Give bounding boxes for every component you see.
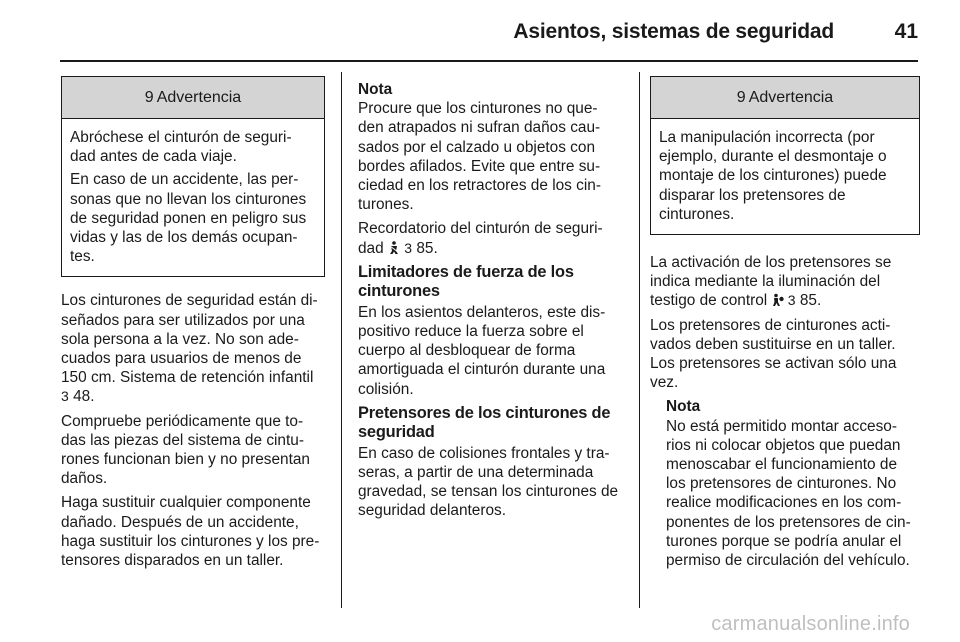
- seatbelt-reminder-icon: [388, 241, 400, 255]
- page-ref-icon: 3: [787, 292, 796, 309]
- paragraph: Los cinturones de seguridad están di-señados para ser utilizados por una sola persona a la vez. No son ade-cuados para usuarios de menos de 150 cm. Sistema de retención infantil 3 48.: [61, 292, 318, 406]
- page-header: [60, 18, 918, 58]
- column-2: [358, 80, 623, 526]
- note-text: No está permitido montar acceso-rios ni colocar objetos que puedan menoscabar el funcionamiento de los pretensores de cinturones. No realice modificaciones en los com-ponentes de los pretensores de cin-turones porque se podría anular el permiso de circulación del vehículo.: [666, 417, 911, 570]
- warning-body: [62, 119, 324, 276]
- column-3: [650, 76, 920, 575]
- warning-header: [651, 77, 919, 119]
- airbag-warning-icon: [772, 293, 784, 307]
- note-title: Nota: [666, 398, 701, 416]
- warning-box: [61, 76, 325, 277]
- paragraph: En los asientos delanteros, este dis-positivo reduce la fuerza sobre el cuerpo al desbloquear de forma amortiguada el cinturón durante una colisión.: [358, 303, 606, 398]
- paragraph: En caso de colisiones frontales y tra-seras, a partir de una determinada gravedad, se tensan los cinturones de seguridad delanteros.: [358, 444, 619, 520]
- warning-text: En caso de un accidente, las per-sonas que no llevan los cinturones de seguridad ponen en peligro sus vidas y las de los demás ocupan-tes.: [70, 171, 307, 266]
- warning-box: [650, 76, 920, 235]
- warning-text: La manipulación incorrecta (por ejemplo, durante el desmontaje o montaje de los cinturones) puede disparar los pretensores de cinturones.: [659, 129, 887, 223]
- note-block: [650, 397, 920, 570]
- column-divider-1: [341, 72, 342, 608]
- note-text: Procure que los cinturones no que-den atrapados ni sufran daños cau-sados por el calzado u objetos con bordes afilados. Evite que entre su-ciedad en los retractores de los cin-turones.: [358, 100, 601, 214]
- paragraph: Los pretensores de cinturones acti-vados deben sustituirse en un taller. Los pretensores se activan sólo una vez.: [650, 316, 897, 392]
- paragraph: La activación de los pretensores se indica mediante la iluminación del testigo de control 3 85.: [650, 254, 892, 310]
- warning-title: Advertencia: [748, 88, 834, 106]
- note-block: [358, 80, 623, 214]
- header-divider: [60, 60, 918, 62]
- note-title: Nota: [358, 81, 393, 98]
- warning-body: [651, 119, 919, 234]
- paragraph: Haga sustituir cualquier componente dañado. Después de un accidente, haga sustituir los cinturones y los pre-tensores disparados en un taller.: [61, 494, 320, 570]
- paragraph: Compruebe periódicamente que to-das las piezas del sistema de cintu-rones funcionan bien y no presentan daños.: [61, 412, 310, 488]
- column-1: [61, 76, 325, 575]
- warning-symbol-icon: 9: [144, 88, 154, 106]
- page-title: Asientos, sistemas de seguridad: [513, 20, 834, 43]
- paragraph: Recordatorio del cinturón de seguri-dad 3 85.: [358, 220, 603, 257]
- page-ref-icon: 3: [61, 388, 69, 405]
- warning-header: [62, 77, 324, 119]
- warning-title: Advertencia: [156, 88, 242, 106]
- page-number: 41: [894, 20, 918, 43]
- section-heading: Pretensores de los cinturones de seguridad: [358, 403, 611, 442]
- warning-symbol-icon: 9: [736, 88, 746, 106]
- section-heading: Limitadores de fuerza de los cinturones: [358, 262, 574, 301]
- page-ref-icon: 3: [404, 239, 413, 256]
- warning-text: Abróchese el cinturón de seguri-dad antes de cada viaje.: [70, 129, 292, 166]
- column-divider-2: [639, 72, 640, 608]
- watermark: carmanualsonline.info: [711, 613, 910, 635]
